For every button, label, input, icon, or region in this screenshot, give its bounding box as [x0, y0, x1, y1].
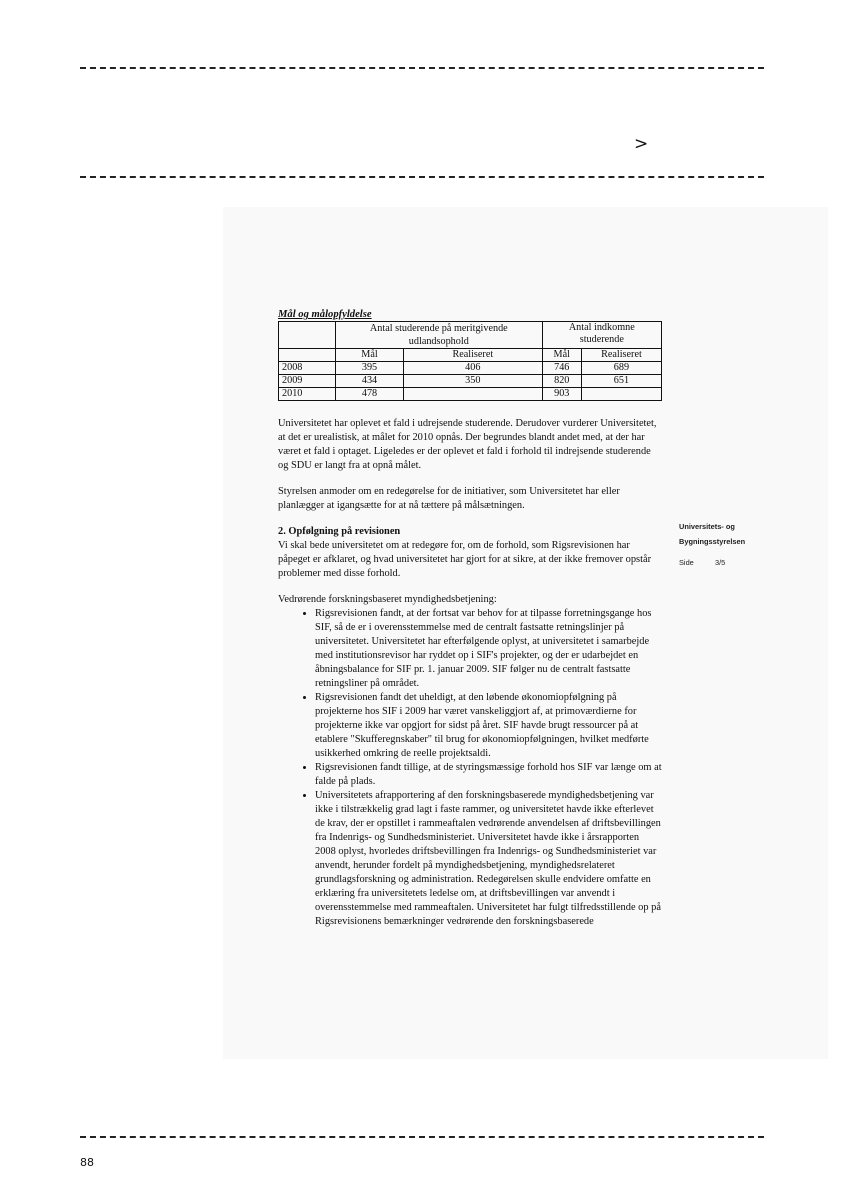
footer-divider: [80, 1136, 764, 1138]
group-header-outbound: Antal studerende på meritgivende udlandsophold: [336, 322, 543, 349]
value-cell: 406: [404, 362, 543, 375]
sender-line-1: Universitets- og: [679, 522, 735, 531]
year-cell: 2009: [279, 375, 336, 388]
list-item: • Rigsrevisionen fandt tillige, at de styringsmæssige forhold hos SIF var længe om at falde på plads.: [315, 761, 662, 789]
table-header-row: [279, 322, 662, 349]
value-cell: 395: [336, 362, 404, 375]
chevron-right-icon: >: [634, 134, 649, 154]
findings-list: [278, 607, 662, 929]
list-item: • Universitetets afrapportering af den forskningsbaserede myndighedsbetjening var ikke i tilstrækkelig grad lagt i faste rammer, og universitetet havde ikke efterlevet de krav, der er opstillet i rammeaftalen vedrørende anvendelsen af driftsbevillingen fra Indenrigs- og Sundhedsministeriet. Universitetet havde ikke i årsrapporten 2008 oplyst, hvorledes driftsbevillingen fra Indenrigs- og Sundhedsministeriet var anvendt, herunder fordelt på myndighedsbetjening, myndighedsrelateret grundlagsforskning og administration. Redegørelsen skulle endvidere omfatte en erklæring fra universitetets ledelse om, at driftsbevillingen var anvendt i overensstemmelse med rammeaftalen. Universitetet har fulgt tilfredsstillende op på Rigsrevisionens bemærkninger vedrørende den forskningsbaserede: [315, 789, 662, 929]
table-row: [279, 375, 662, 388]
header-divider: [80, 176, 764, 178]
top-divider: [80, 67, 764, 69]
table-row: [279, 362, 662, 375]
section-2-intro: Vi skal bede universitetet om at redegøre for, om de forhold, som Rigsrevisionen har påpeget er afklaret, og hvad universitetet har gjort for at sikre, at der ikke fremover opstår problemer med disse forhold.: [278, 540, 652, 579]
value-cell: [581, 388, 661, 401]
paragraph-outbound-decline: Universitetet har oplevet et fald i udrejsende studerende. Derudover vurderer Universitetet, at det er urealistisk, at målet for 2010 opnås. Der begrundes blandt andet med, at der har været et fald i optaget. Ligeledes er der oplevet et fald i forhold til indrejsende studerende og SDU er langt fra at opnå målet.: [278, 418, 657, 471]
page-indicator: [679, 558, 725, 567]
page-value: 3/5: [715, 558, 726, 567]
year-cell: 2010: [279, 388, 336, 401]
value-cell: 746: [542, 362, 581, 375]
value-cell: 434: [336, 375, 404, 388]
value-cell: 689: [581, 362, 661, 375]
goals-table: [278, 321, 662, 401]
paragraph-request: Styrelsen anmoder om en redegørelse for de initiativer, som Universitetet har eller planlægger at igangsætte for at nå tættere på målsætningen.: [278, 486, 620, 511]
value-cell: 651: [581, 375, 661, 388]
subheader-goal: Mål: [542, 349, 581, 362]
subheader-realized: Realiseret: [404, 349, 543, 362]
page-label: Side: [679, 558, 694, 567]
subheader-realized: Realiseret: [581, 349, 661, 362]
table-row: [279, 388, 662, 401]
list-item: • Rigsrevisionen fandt, at der fortsat var behov for at tilpasse forretningsgange hos SIF, så de er i overensstemmelse med de centralt fastsatte retningslinjer på universitetet. Universitetet har efterfølgende oplyst, at universitetet i samarbejde med institutionsrevisor har ryddet op i SIF's projekter, og der er udarbejdet en åbningsbalance for SIF pr. 1. januar 2009. SIF følger nu de centralt fastsatte retningsliner på området.: [315, 607, 662, 691]
value-cell: 820: [542, 375, 581, 388]
subheader-goal: Mål: [336, 349, 404, 362]
value-cell: 350: [404, 375, 543, 388]
year-cell: 2008: [279, 362, 336, 375]
section-2-title: 2. Opfølgning på revisionen: [278, 526, 401, 537]
letter-body: [278, 308, 662, 929]
value-cell: 478: [336, 388, 404, 401]
page-number: 88: [80, 1156, 94, 1169]
table-corner-cell: [279, 322, 336, 349]
value-cell: 903: [542, 388, 581, 401]
group-header-inbound: Antal indkomne studerende: [542, 322, 661, 349]
table-subheader-row: [279, 349, 662, 362]
sender-line-2: Bygningsstyrelsen: [679, 537, 746, 546]
list-item: • Rigsrevisionen fandt det uheldigt, at den løbende økonomiopfølgning på projekterne hos SIF i 2009 har været vanskeliggjort af, at primoværdierne for projekterne ikke var opgjort for sidst på året. SIF havde brugt ressourcer på at etablere "Skufferegnskaber" til brug for økonomiopfølgningen, hvilket medførte usikkerhed omkring de reelle projektsaldi.: [315, 691, 662, 761]
list-intro: Vedrørende forskningsbaseret myndighedsbetjening:: [278, 594, 497, 605]
section-heading: Mål og målopfyldelse: [278, 309, 372, 320]
sender-block: [679, 519, 745, 549]
table-year-header: [279, 349, 336, 362]
value-cell: [404, 388, 543, 401]
